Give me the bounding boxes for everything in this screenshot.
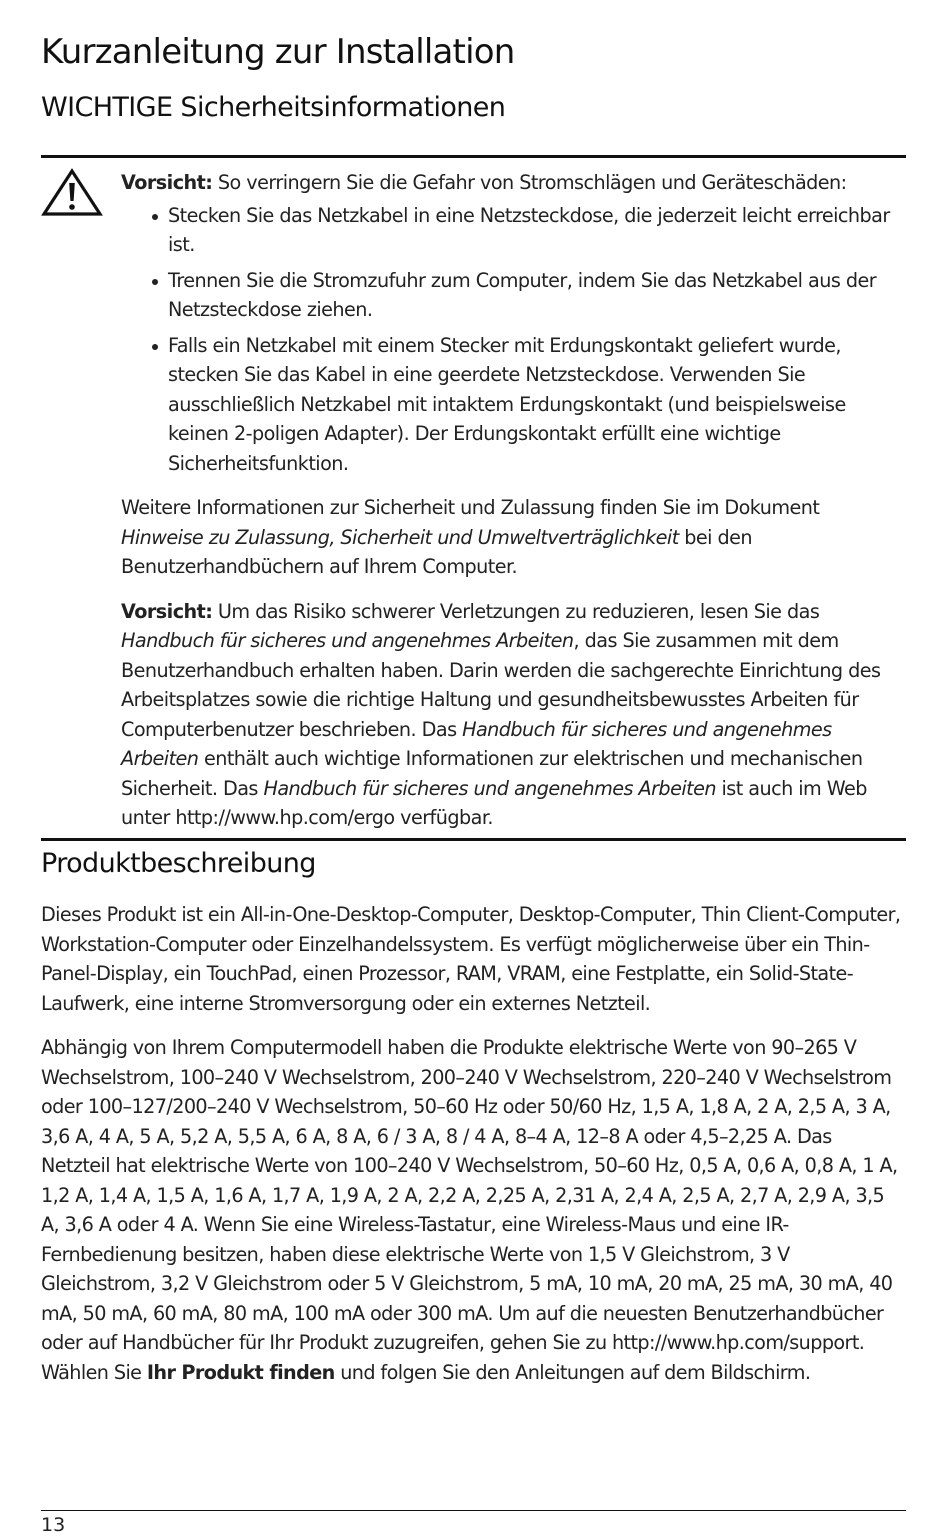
guide-title: Handbuch für sicheres und angenehmes Arbeiten bbox=[121, 629, 574, 652]
caution-intro bbox=[121, 168, 906, 198]
guide-title: Handbuch für sicheres und angenehmes Arbeiten bbox=[121, 717, 832, 770]
caution-list bbox=[121, 201, 906, 479]
caution-text: , das Sie zusammen mit dem Benutzerhandbuch erhalten haben. Darin werden die sachgerechte Einrichtung des Arbeitsplatzes sowie die richtige Haltung und gesundheitsbewusstes Arbeiten für Computerbenutzer beschrieben. Das bbox=[121, 629, 881, 741]
caution-text: So verringern Sie die Gefahr von Stromschlägen und Geräteschäden: bbox=[212, 171, 847, 194]
find-product-label: Ihr Produkt finden bbox=[146, 1360, 335, 1384]
caution-text: ist auch im Web unter http://www.hp.com/ergo verfügbar. bbox=[121, 776, 867, 829]
warning-triangle-icon bbox=[41, 168, 103, 218]
list-item: Stecken Sie das Netzkabel in eine Netzsteckdose, die jederzeit leicht erreichbar ist. bbox=[121, 201, 906, 260]
regulatory-info-paragraph bbox=[121, 493, 906, 582]
caution-label: Vorsicht: bbox=[121, 599, 213, 623]
electrical-ratings-paragraph bbox=[41, 1033, 906, 1387]
caution-text: enthält auch wichtige Informationen zur elektrischen und mechanischen Sicherheit. Das bbox=[121, 747, 863, 800]
list-item: Falls ein Netzkabel mit einem Stecker mit Erdungskontakt geliefert wurde, stecken Sie das Kabel in eine geerdete Netzsteckdose. Verwenden Sie ausschließlich Netzkabel mit intaktem Erdungskontakt (und beispielsweise keinen 2-poligen Adapter). Der Erdungskontakt erfüllt eine wichtige Sicherheitsfunktion. bbox=[121, 331, 906, 479]
ratings-text: und folgen Sie den Anleitungen auf dem Bildschirm. bbox=[334, 1360, 811, 1384]
info-text: Weitere Informationen zur Sicherheit und Zulassung finden Sie im Dokument bbox=[121, 496, 820, 519]
section-title-safety: WICHTIGE Sicherheitsinformationen bbox=[41, 92, 506, 123]
caution-text: Um das Risiko schwerer Verletzungen zu reduzieren, lesen Sie das bbox=[212, 599, 820, 623]
ratings-text: Abhängig von Ihrem Computermodell haben die Produkte elektrische Werte von 90–265 V Wechselstrom, 100–240 V Wechselstrom, 200–240 V Wechselstrom, 220–240 V Wechselstrom oder 100–127/200–240 V Wechselstrom, 50–60 Hz oder 50/60 Hz, 1,5 A, 1,8 A, 2 A, 2,5 A, 3 A, 3,6 A, 4 A, 5 A, 5,2 A, 5,5 A, 6 A, 8 A, 6 / 3 A, 8 / 4 A, 8–4 A, 12–8 A oder 4,5–2,25 A. Das Netzteil hat elektrische Werte von 100–240 V Wechselstrom, 50–60 Hz, 0,5 A, 0,6 A, 0,8 A, 1 A, 1,2 A, 1,4 A, 1,5 A, 1,6 A, 1,7 A, 1,9 A, 2 A, 2,2 A, 2,25 A, 2,31 A, 2,4 A, 2,5 A, 2,7 A, 2,9 A, 3,5 A, 3,6 A oder 4 A. Wenn Sie eine Wireless-Tastatur, eine Wireless-Maus und eine IR-Fernbedienung besitzen, haben diese elektrische Werte von 1,5 V Gleichstrom, 3 V Gleichstrom, 3,2 V Gleichstrom oder 5 V Gleichstrom, 5 mA, 10 mA, 20 mA, 25 mA, 30 mA, 40 mA, 50 mA, 60 mA, 80 mA, 100 mA oder 300 mA. Um auf die neuesten Benutzerhandbücher oder auf Handbücher für Ihr Produkt zuzugreifen, gehen Sie zu http://www.hp.com/support. Wählen Sie bbox=[41, 1036, 898, 1384]
divider-top bbox=[41, 155, 906, 158]
page-number: 13 bbox=[41, 1514, 66, 1536]
document-title: Kurzanleitung zur Installation bbox=[41, 32, 515, 72]
product-paragraph: Dieses Produkt ist ein All-in-One-Desktop-Computer, Desktop-Computer, Thin Client-Computer, Workstation-Computer oder Einzelhandelssystem. Es verfügt möglicherweise über ein Thin-Panel-Display, ein TouchPad, einen Prozessor, RAM, VRAM, eine Festplatte, ein Solid-State-Laufwerk, eine interne Stromversorgung oder ein externes Netzteil. bbox=[41, 903, 901, 1015]
safety-block bbox=[121, 168, 906, 833]
footer-rule bbox=[41, 1510, 906, 1511]
doc-title: Hinweise zu Zulassung, Sicherheit und Umweltverträglichkeit bbox=[121, 525, 679, 549]
guide-title: Handbuch für sicheres und angenehmes Arbeiten bbox=[263, 776, 716, 800]
product-description bbox=[41, 900, 906, 1402]
divider-bottom bbox=[41, 838, 906, 841]
caution-label: Vorsicht: bbox=[121, 171, 213, 194]
ergonomics-caution-paragraph bbox=[121, 597, 906, 833]
section-title-product: Produktbeschreibung bbox=[41, 848, 316, 879]
list-item: Trennen Sie die Stromzufuhr zum Computer, indem Sie das Netzkabel aus der Netzsteckdose ziehen. bbox=[121, 266, 906, 325]
info-text: bei den Benutzerhandbüchern auf Ihrem Computer. bbox=[121, 525, 752, 578]
